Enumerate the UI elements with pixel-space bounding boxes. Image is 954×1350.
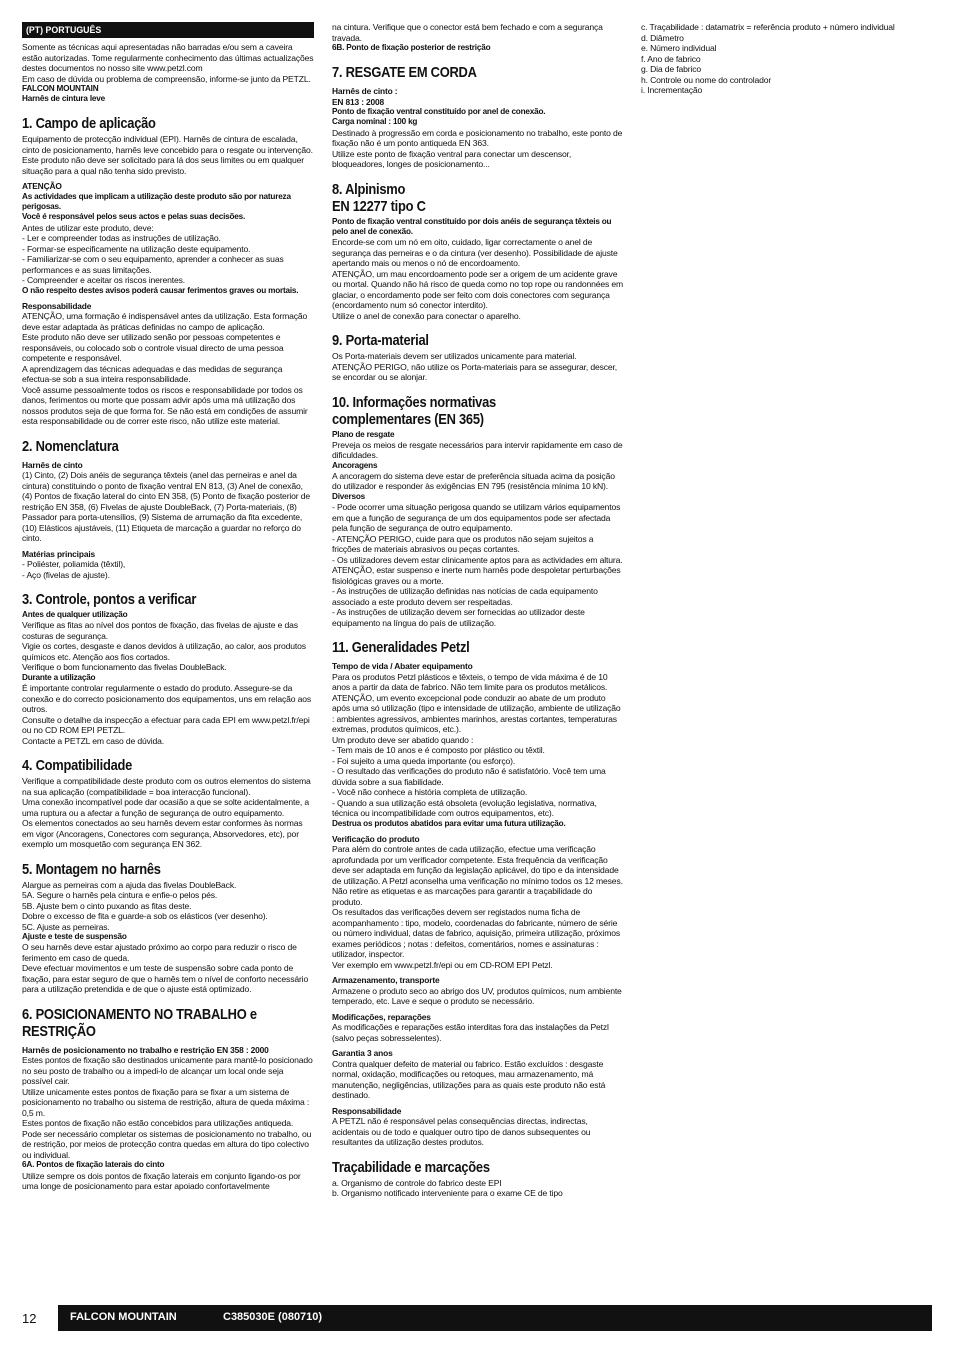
column-left xyxy=(22,22,314,1192)
paragraph: c. Traçabilidade : datamatrix = referência produto + número individual d. Diâmetro e. Número individual f. Ano de fabrico g. Dia de fabrico h. Controle ou nome do controlador i. Incrementação xyxy=(641,22,895,95)
subheading: Harnês de cinto : EN 813 : 2008 xyxy=(332,86,398,107)
paragraph: a. Organismo de controle do fabrico deste EPI b. Organismo notificado interveniente para o exame CE de tipo xyxy=(332,1177,563,1199)
paragraph: Alargue as perneiras com a ajuda das fivelas DoubleBack. 5A. Segure o harnês pela cintura e enfie-o pelos pés. 5B. Ajuste bem o cinto puxando as fitas deste. Dobre o excesso de fita e guarde-a sob os elásticos (ver desenho). 5C. Ajuste as perneiras. xyxy=(22,879,268,932)
paragraph: Os Porta-materiais devem ser utilizados unicamente para material. ATENÇÃO PERIGO, não utilize os Porta-materiais para se assegurar, descer, se encordar ou se alonjar. xyxy=(332,351,618,383)
paragraph: A ancoragem do sistema deve estar de preferência situada acima da posição do utilizador e responder às exigências EN 795 (resistência mínima 10 kN). xyxy=(332,470,615,492)
bold-text: 6A. Pontos de fixação laterais do cinto xyxy=(22,1160,165,1170)
section-heading: 2. Nomenclatura xyxy=(22,437,119,455)
paragraph: Destinado à progressão em corda e posicionamento no trabalho, este ponto de fixação não é um ponto antiqueda EN 363. Utilize este ponto de fixação ventral para conectar um descensor, bloqueadores, longes de posicionamento... xyxy=(332,127,623,170)
bold-text: Durante a utilização xyxy=(22,672,96,682)
section-heading: 5. Montagem no harnês xyxy=(22,860,161,878)
paragraph: As modificações e reparações estão interditas fora das instalações da Petzl (salvo peças sobresselentes). xyxy=(332,1022,609,1043)
paragraph: - Pode ocorrer uma situação perigosa quando se utilizam vários equipamentos em que a função de segurança de um dos equipamentos pode ser afectada pela função de segurança de outro equipamento. - ATENÇÃO PERIGO, cuide para que os produtos não sejam sujeitos a fricções de materiais abrasivos ou peças cortantes. - Os utilizadores devem estar clinicamente aptos para as actividades em altura. ATENÇÃO, estar suspenso e inerte num harnês pode despoletar perturbações fisiológicas graves ou a morte. - As instruções de utilização definidas nas notícias de cada equipamento associado a este produto devem ser respeitadas. - As instruções de utilização devem ser fornecidas ao utilizador deste equipamento na língua do país de utilização. xyxy=(332,502,623,628)
paragraph: É importante controlar regularmente o estado do produto. Assegure-se da conexão e do correcto posicionamento dos equipamentos, uns em relação aos outros. Consulte o detalhe da inspecção a efectuar para cada EPI em www.petzl.fr/epi ou no CD ROM EPI PETZL. Contacte a PETZL em caso de dúvida. xyxy=(22,683,312,746)
section-heading: 10. Informações normativas complementares (EN 365) xyxy=(332,393,496,428)
bold-text: O não respeito destes avisos poderá causar ferimentos graves ou mortais. xyxy=(22,285,299,295)
subheading: Verificação do produto xyxy=(332,833,420,844)
paragraph: Antes de utilizar este produto, deve: - Ler e compreender todas as instruções de utilização. - Formar-se especificamente na utilização deste equipamento. - Familiarizar-se com o seu equipamento, aprender a conhecer as suas performances e as suas limitações. - Compreender e aceitar os riscos inerentes. xyxy=(22,222,284,286)
subheading: Armazenamento, transporte xyxy=(332,975,440,986)
section-heading: 6. POSICIONAMENTO NO TRABALHO e RESTRIÇÃO xyxy=(22,1005,257,1040)
section-heading: Traçabilidade e marcações xyxy=(332,1158,490,1176)
bold-text: Diversos xyxy=(332,491,365,501)
column-middle xyxy=(332,22,624,1199)
footer-product-name: FALCON MOUNTAIN xyxy=(70,1311,177,1323)
subheading: Harnês de posicionamento no trabalho e restrição EN 358 : 2000 xyxy=(22,1044,269,1055)
paragraph: Contra qualquer defeito de material ou fabrico. Estão excluídos : desgaste normal, oxidação, modificações ou retoques, mau armazenamento, má manutenção, negligências, utilizações para as quais este produto não está destinado. xyxy=(332,1058,606,1101)
paragraph: Somente as técnicas aqui apresentadas não barradas e/ou sem a caveira estão autorizadas. Tome regularmente conhecimento das últimas actualizações destes documentos no nosso site www.petzl.com Em caso de dúvida ou problema de compreensão, informe-se junto da PETZL. xyxy=(22,42,314,84)
paragraph: Para os produtos Petzl plásticos e têxteis, o tempo de vida máxima é de 10 anos a partir da data de fabrico. Não tem limite para os produtos metálicos. ATENÇÃO, um evento excepcional pode conduzir ao abate de um produto após uma só utilização (tipo e intensidade de utilização, ambiente de utilização : ambientes agressivos, ambientes marinhos, arestas cortantes, temperaturas extremas, produtos químicos, etc.). Um produto deve ser abatido quando : - Tem mais de 10 anos e é composto por plástico ou têxtil. - Foi sujeito a uma queda importante (ou esforço). - O resultado das verificações do produto não é satisfatório. Você tem uma dúvida sobre a sua fiabilidade. - Você não conhece a história completa de utilização. - Quando a sua utilização está obsoleta (evolução legislativa, normativa, técnica ou incompatibilidade com outros equipamentos, etc). xyxy=(332,671,621,819)
paragraph: A PETZL não é responsável pelas consequências directas, indirectas, acidentais ou de todo e qualquer outro tipo de danos subsequentes ou resultantes da utilização destes produtos. xyxy=(332,1116,591,1148)
subheading: Garantia 3 anos xyxy=(332,1048,393,1059)
section-heading: 3. Controle, pontos a verificar xyxy=(22,591,197,609)
paragraph: na cintura. Verifique que o conector está bem fechado e com a segurança travada. xyxy=(332,22,603,43)
paragraph: - Poliéster, poliamida (têxtil), - Aço (fivelas de ajuste). xyxy=(22,559,126,580)
paragraph: (1) Cinto, (2) Dois anéis de segurança têxteis (anel das perneiras e anel da cintura) constituindo o ponto de fixação ventral EN 813, (3) Anel de conexão, (4) Pontos de fixação lateral do cinto EN 358, (5) Ponto de fixação posterior de restrição EN 358, (6) Fivelas de ajuste DoubleBack, (7) Porta-materiais, (8) Passador para porta-utensílios, (9) Sistema de arrumação da fita excedente, (10) Elásticos ajustáveis, (11) Etiqueta de marcação a guardar no reforço do cinto. xyxy=(22,470,310,544)
section-heading: 8. Alpinismo EN 12277 tipo C xyxy=(332,180,426,215)
paragraph: Utilize sempre os dois pontos de fixação laterais em conjunto ligando-os por uma longe de posicionamento para estar apoiado confortavelmente xyxy=(22,1170,301,1192)
paragraph: Equipamento de protecção individual (EPI). Harnês de cintura de escalada, cinto de posicionamento, harnês leve concebido para o resgate ou intervenção. Este produto não deve ser solicitado para lá dos seus limites ou em qualquer situação para a qual não tenha sido previsto. xyxy=(22,134,313,176)
paragraph: Para além do controle antes de cada utilização, efectue uma verificação aprofundada por um verificador competente. Esta frequência da verificação deve ser adaptada em função da legislação aplicável, do tipo e da intensidade de utilização. A Petzl aconselha uma verificação no mínimo todos os 12 meses. Não retire as etiquetas e as marcações para garantir a traçabilidade do produto. Os resultados das verificações devem ser registados numa ficha de acompanhamento : tipo, modelo, coordenadas do fabricante, número de série ou número individual, datas de fabrico, aquisição, primeira utilização, próximos exames periódicos ; notas : defeitos, comentários, nomes e assinaturas : utilizador, inspector. Ver exemplo em www.petzl.fr/epi ou em CD-ROM EPI Petzl. xyxy=(332,844,623,970)
subheading: ATENÇÃO xyxy=(22,181,62,192)
bold-text: Ponto de fixação ventral constituído por dois anéis de segurança têxteis ou pelo anel de conexão. xyxy=(332,216,612,236)
bold-text: Ajuste e teste de suspensão xyxy=(22,932,127,942)
paragraph: O seu harnês deve estar ajustado próximo ao corpo para reduzir o risco de ferimento em caso de queda. Deve efectuar movimentos e um teste de suspensão sobre cada ponto de fixação, para estar seguro de que o harnês tem o nível de conforto necessário para a utilização pretendida e de que o ajuste está optimizado. xyxy=(22,942,309,995)
section-heading: 1. Campo de aplicação xyxy=(22,115,156,133)
bold-text: Ponto de fixação ventral constituído por anel de conexão. Carga nominal : 100 kg xyxy=(332,107,546,127)
bold-text: Ancoragens xyxy=(332,460,378,470)
bold-text: Plano de resgate xyxy=(332,429,395,439)
section-heading: 7. RESGATE EM CORDA xyxy=(332,64,477,82)
subheading: Responsabilidade xyxy=(332,1105,402,1116)
paragraph: Verifique a compatibilidade deste produto com os outros elementos do sistema na sua aplicação (compatibilidade = boa interacção funcional). Uma conexão incompatível pode dar ocasião a que se solte acidentalmente, a uma ruptura ou a afectar a função de segurança de outro equipamento. Os elementos conectados ao seu harnês devem estar conformes às normas em vigor (Ancoragens, Conectores com segurança, Absorvedores, etc), por exemplo um mosquetão com segurança EN 362. xyxy=(22,776,311,850)
footer-bar xyxy=(58,1305,932,1331)
page-footer xyxy=(22,1305,932,1331)
section-heading: 11. Generalidades Petzl xyxy=(332,639,470,657)
footer-reference: C385030E (080710) xyxy=(223,1311,323,1323)
bold-text: FALCON MOUNTAIN Harnês de cintura leve xyxy=(22,84,105,104)
language-header: (PT) PORTUGUÊS xyxy=(22,22,314,38)
bold-text: 6B. Ponto de fixação posterior de restrição xyxy=(332,43,491,52)
bold-text: As actividades que implicam a utilização deste produto são por natureza perigosas. Você é responsável pelos seus actos e pelas suas decisões. xyxy=(22,191,291,222)
page-number: 12 xyxy=(22,1311,37,1326)
paragraph: Estes pontos de fixação são destinados unicamente para mantê-lo posicionado no seu posto de trabalho ou a impedi-lo de alcançar um local onde seja possível cair. Utilize unicamente estes pontos de fixação para se fixar a um sistema de posicionamento no trabalho ou sistema de restrição, altura de queda máxima : 0,5 m. Estes pontos de fixação não estão concebidos para utilizações antiqueda. Pode ser necessário completar os sistemas de posicionamento no trabalho, ou de restrição, por meios de protecção contra quedas em altura do tipo colectivo ou individual. xyxy=(22,1055,313,1160)
paragraph: Encorde-se com um nó em oito, cuidado, ligar correctamente o anel de segurança das perneiras e o da cintura (ver desenho). Possibilidade de ajuste apertando mais ou menos o nó de encordoamento. ATENÇÃO, um mau encordoamento pode ser a origem de um acidente grave ou mortal. Quando não há risco de queda como no top rope ou randonnées em glaciar, o encordamento pode ser feito com dois conectores com segurança (encordamento num só conector interdito). Utilize o anel de conexão para conectar o aparelho. xyxy=(332,237,623,321)
subheading: Harnês de cinto xyxy=(22,459,83,470)
paragraph: Verifique as fitas ao nível dos pontos de fixação, das fivelas de ajuste e das costuras de segurança. Vigie os cortes, desgaste e danos devidos à utilização, ao calor, aos produtos químicos etc. Atenção aos fios cortados. Verifique o bom funcionamento das fivelas DoubleBack. xyxy=(22,620,306,673)
subheading: Responsabilidade xyxy=(22,300,92,311)
section-heading: 4. Compatibilidade xyxy=(22,757,133,775)
subheading: Modificações, reparações xyxy=(332,1011,431,1022)
subheading: Matérias principais xyxy=(22,548,96,559)
bold-text: Antes de qualquer utilização xyxy=(22,610,128,620)
paragraph: ATENÇÃO, uma formação é indispensável antes da utilização. Esta formação deve estar adaptada às práticas definidas no campo de aplicação. Este produto não deve ser utilizado senão por pessoas competentes e responsáveis, ou colocado sob o controle visual directo de uma pessoa competente e responsável. A aprendizagem das técnicas adequadas e das medidas de segurança efectua-se sob a sua inteira responsabilidade. Você assume pessoalmente todos os riscos e responsabilidade por todos os danos, ferimentos ou morte que possam advir após uma má utilização dos nossos produtos seja de que forma for. Se não está em condições de assumir esta responsabilidade ou de correr este risco, não utilize este material. xyxy=(22,311,308,427)
column-right xyxy=(641,22,933,96)
paragraph: Armazene o produto seco ao abrigo dos UV, produtos químicos, num ambiente temperado, etc. Lave e seque o produto se necessário. xyxy=(332,985,622,1007)
paragraph: Preveja os meios de resgate necessários para intervir rapidamente em caso de dificuldades. xyxy=(332,439,623,461)
subheading: Tempo de vida / Abater equipamento xyxy=(332,661,473,672)
bold-text: Destrua os produtos abatidos para evitar uma futura utilização. xyxy=(332,818,566,828)
section-heading: 9. Porta-material xyxy=(332,332,429,350)
